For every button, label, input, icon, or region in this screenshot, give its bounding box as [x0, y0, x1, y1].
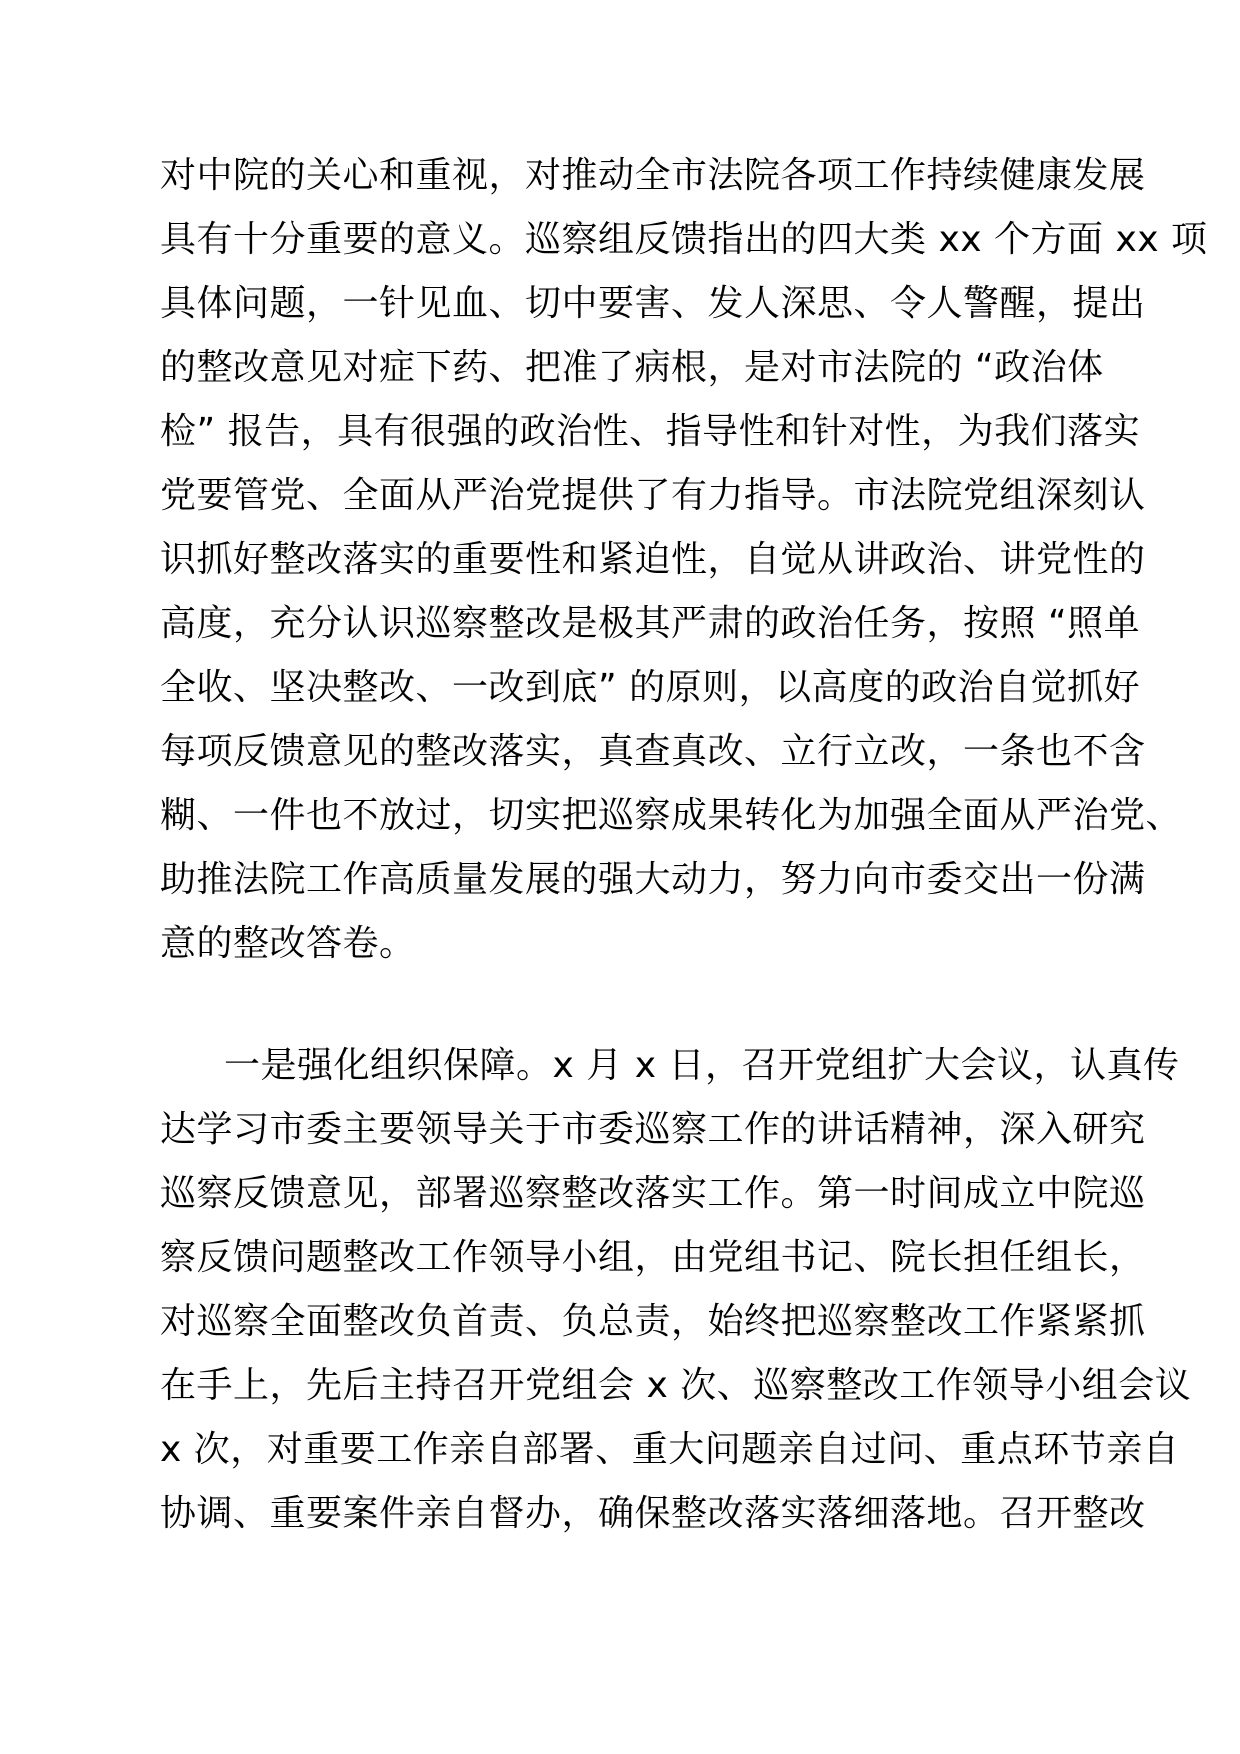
paragraph-2-line-2: 达学习市委主要领导关于市委巡察工作的讲话精神，深入研究	[160, 1109, 1146, 1150]
paragraph-1-line-10: 每项反馈意见的整改落实，真查真改、立行立改，一条也不含	[160, 731, 1146, 772]
paragraph-1-line-11: 糊、一件也不放过，切实把巡察成果转化为加强全面从严治党、	[160, 795, 1183, 836]
paragraph-1-line-2: 具有十分重要的意义。巡察组反馈指出的四大类 xx 个方面 xx 项	[160, 219, 1208, 260]
paragraph-1-line-12: 助推法院工作高质量发展的强大动力，努力向市委交出一份满	[160, 859, 1146, 900]
paragraph-2-line-8: 协调、重要案件亲自督办，确保整改落实落细落地。召开整改	[160, 1493, 1146, 1534]
paragraph-1-line-3: 具体问题，一针见血、切中要害、发人深思、令人警醒，提出	[160, 283, 1146, 324]
paragraph-1-line-4: 的整改意见对症下药、把准了病根，是对市法院的 “政治体	[160, 347, 1104, 388]
paragraph-2-line-7: x 次，对重要工作亲自部署、重大问题亲自过问、重点环节亲自	[160, 1429, 1180, 1470]
paragraph-2-line-6: 在手上，先后主持召开党组会 x 次、巡察整改工作领导小组会议	[160, 1365, 1192, 1406]
paragraph-1-line-8: 高度，充分认识巡察整改是极其严肃的政治任务，按照 “照单	[160, 603, 1141, 644]
paragraph-1-line-6: 党要管党、全面从严治党提供了有力指导。市法院党组深刻认	[160, 475, 1146, 516]
paragraph-2-line-5: 对巡察全面整改负首责、负总责，始终把巡察整改工作紧紧抓	[160, 1301, 1146, 1342]
paragraph-2-line-1: 一是强化组织保障。x 月 x 日，召开党组扩大会议，认真传	[224, 1045, 1180, 1086]
paragraph-2-line-4: 察反馈问题整改工作领导小组，由党组书记、院长担任组长，	[160, 1237, 1146, 1278]
paragraph-1-line-7: 识抓好整改落实的重要性和紧迫性，自觉从讲政治、讲党性的	[160, 539, 1146, 580]
paragraph-1-line-9: 全收、坚决整改、一改到底” 的原则，以高度的政治自觉抓好	[160, 667, 1141, 708]
paragraph-1-line-1: 对中院的关心和重视，对推动全市法院各项工作持续健康发展	[160, 155, 1146, 196]
paragraph-2-line-3: 巡察反馈意见，部署巡察整改落实工作。第一时间成立中院巡	[160, 1173, 1146, 1214]
paragraph-1-line-5: 检” 报告，具有很强的政治性、指导性和针对性，为我们落实	[160, 411, 1141, 452]
paragraph-1-line-13: 意的整改答卷。	[160, 923, 416, 964]
